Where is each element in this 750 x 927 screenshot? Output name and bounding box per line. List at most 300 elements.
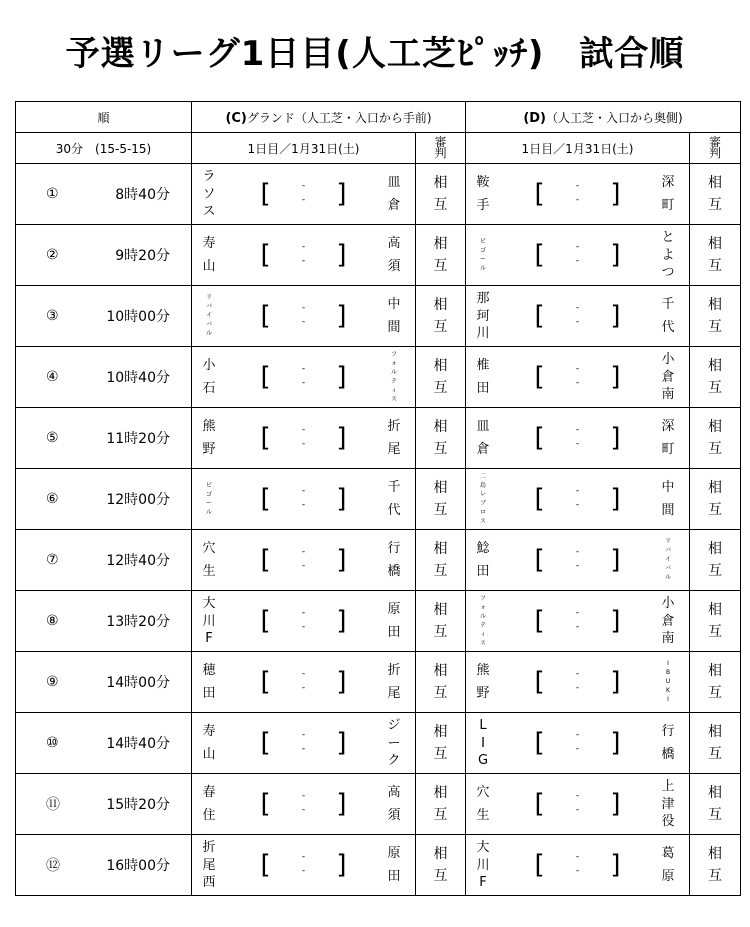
- referee-c: [416, 530, 466, 591]
- referee-c: [416, 347, 466, 408]
- team-char: 中: [387, 297, 401, 312]
- score-entry[interactable]: [261, 360, 347, 394]
- score-dash: -: [301, 242, 306, 252]
- team-char: ィ: [390, 386, 397, 394]
- score-dash: -: [575, 486, 580, 496]
- referee-char: 互: [433, 868, 448, 884]
- score-bracket-open: [: [260, 301, 271, 331]
- match-c: [192, 774, 416, 835]
- score-dash: -: [575, 303, 580, 313]
- team-char: ー: [387, 735, 401, 751]
- team-char: I: [481, 735, 485, 751]
- team-char: バ: [205, 303, 212, 310]
- score-entry[interactable]: [535, 238, 621, 272]
- score-bracket-close: ]: [610, 423, 621, 453]
- score-dash: -: [575, 195, 580, 205]
- team-char: ル: [205, 330, 212, 337]
- score-entry[interactable]: [261, 299, 347, 333]
- score-bracket-close: ]: [610, 667, 621, 697]
- match-number: ⑩: [46, 735, 59, 751]
- team-char: 葛: [661, 846, 675, 861]
- team-name-right: [659, 654, 677, 710]
- referee-char: 互: [708, 319, 722, 335]
- team-char: ゴ: [205, 490, 212, 498]
- score-bracket-close: ]: [610, 179, 621, 209]
- referee-char: 互: [433, 197, 448, 213]
- team-char: 尾: [202, 857, 216, 873]
- match-time: 13時20分: [106, 614, 170, 630]
- referee-d: [690, 347, 741, 408]
- referee-char: 相: [708, 358, 722, 374]
- match-d: [466, 530, 690, 591]
- team-name-right: [385, 837, 403, 893]
- team-char: K: [666, 687, 670, 694]
- referee-d: [690, 713, 741, 774]
- score-dash: -: [575, 730, 580, 740]
- team-char: よ: [661, 247, 675, 263]
- team-char: 穴: [476, 785, 490, 800]
- score-dash: -: [575, 561, 580, 571]
- score-bracket-close: ]: [610, 301, 621, 331]
- referee-d: [690, 225, 741, 286]
- match-order-cell: [16, 469, 192, 530]
- referee-d: [690, 286, 741, 347]
- score-bracket-close: ]: [610, 850, 621, 880]
- score-dash: -: [301, 425, 306, 435]
- score-bracket-open: [: [260, 179, 271, 209]
- team-char: ー: [479, 255, 486, 263]
- team-char: 野: [476, 686, 490, 701]
- score-entry[interactable]: [535, 604, 621, 638]
- match-time: 16時00分: [106, 858, 170, 874]
- match-order-cell: [16, 713, 192, 774]
- score-entry[interactable]: [261, 238, 347, 272]
- team-name-right: [659, 776, 677, 832]
- score-bracket-close: ]: [336, 545, 347, 575]
- ground-c-name: グランド（人工芝・入口から手前): [246, 110, 432, 125]
- team-char: 尾: [387, 442, 401, 457]
- team-char: 高: [387, 785, 401, 800]
- team-char: 春: [202, 785, 216, 800]
- score-bracket-close: ]: [336, 667, 347, 697]
- team-char: 南: [661, 386, 675, 402]
- score-entry[interactable]: [535, 421, 621, 455]
- score-dash: -: [301, 486, 306, 496]
- team-char: 島: [479, 481, 486, 489]
- date-d: 1日目／1月31日(土): [466, 133, 690, 164]
- score-bracket-close: ]: [610, 240, 621, 270]
- score-bracket-open: [: [260, 667, 271, 697]
- score-bracket-close: ]: [610, 545, 621, 575]
- team-char: 皿: [476, 419, 490, 434]
- team-char: 寿: [202, 236, 216, 251]
- team-name-left: [474, 410, 492, 466]
- score-entry[interactable]: [261, 177, 347, 211]
- team-char: 田: [387, 869, 401, 884]
- team-char: 南: [661, 630, 675, 646]
- team-char: ジ: [387, 718, 401, 734]
- match-order-cell: [16, 652, 192, 713]
- match-row: [16, 774, 741, 835]
- match-number: ⑫: [46, 858, 60, 874]
- score-dash: -: [301, 744, 306, 754]
- score-bracket-open: [: [534, 423, 545, 453]
- match-d: [466, 347, 690, 408]
- score-dash: -: [575, 866, 580, 876]
- referee-char: 互: [708, 563, 722, 579]
- team-char: 大: [476, 840, 490, 856]
- score-entry[interactable]: [261, 482, 347, 516]
- team-char: 間: [661, 503, 675, 518]
- score-bracket-close: ]: [336, 850, 347, 880]
- order-label: 順: [16, 102, 192, 133]
- referee-char: 相: [708, 724, 722, 740]
- team-char: 野: [202, 442, 216, 457]
- team-char: B: [665, 669, 671, 676]
- team-name-right: [385, 776, 403, 832]
- score-bracket-open: [: [534, 850, 545, 880]
- score-dash: -: [575, 683, 580, 693]
- score-bracket-open: [: [260, 545, 271, 575]
- score-dash: -: [575, 364, 580, 374]
- referee-char: 相: [708, 846, 722, 862]
- match-row: [16, 591, 741, 652]
- score-bracket-open: [: [534, 240, 545, 270]
- team-char: 折: [387, 419, 401, 434]
- team-char: 皿: [387, 175, 401, 190]
- match-number: ⑨: [46, 674, 59, 690]
- match-number: ③: [46, 308, 59, 324]
- score-bracket-open: [: [260, 240, 271, 270]
- score-dash: -: [301, 439, 306, 449]
- team-name-left: [200, 776, 218, 832]
- score-entry[interactable]: [535, 177, 621, 211]
- score-entry[interactable]: [261, 787, 347, 821]
- match-d: [466, 591, 690, 652]
- score-entry[interactable]: [535, 299, 621, 333]
- score-dash: -: [575, 852, 580, 862]
- referee-d: [690, 469, 741, 530]
- team-char: 上: [661, 779, 675, 795]
- referee-c: [416, 225, 466, 286]
- team-char: 田: [387, 625, 401, 640]
- team-char: ゴ: [479, 246, 486, 254]
- match-row: [16, 652, 741, 713]
- match-number: ⑦: [46, 552, 59, 568]
- score-bracket-close: ]: [610, 728, 621, 758]
- header-row-dates: [16, 133, 741, 164]
- team-name-right: [385, 654, 403, 710]
- score-dash: -: [301, 805, 306, 815]
- referee-header-c-2: 判: [434, 146, 447, 160]
- match-c: [192, 408, 416, 469]
- score-bracket-close: ]: [336, 728, 347, 758]
- score-bracket-open: [: [260, 728, 271, 758]
- score-dash: -: [301, 317, 306, 327]
- referee-char: 相: [433, 785, 448, 801]
- referee-d: [690, 408, 741, 469]
- match-time: 10時40分: [106, 370, 170, 386]
- match-c: [192, 530, 416, 591]
- team-char: 須: [387, 808, 401, 823]
- team-char: 穂: [202, 663, 216, 678]
- team-name-left: [200, 654, 218, 710]
- match-order-cell: [16, 286, 192, 347]
- team-char: 川: [476, 325, 490, 341]
- team-name-left: [200, 227, 218, 283]
- match-number: ④: [46, 369, 59, 385]
- score-dash: -: [575, 608, 580, 618]
- match-number: ①: [46, 186, 59, 202]
- match-d: [466, 835, 690, 896]
- team-char: ス: [479, 517, 486, 525]
- score-bracket-close: ]: [610, 789, 621, 819]
- score-dash: -: [575, 622, 580, 632]
- referee-c: [416, 591, 466, 652]
- ground-d-name: （人工芝・入口から奥側): [546, 110, 683, 125]
- referee-d: [690, 835, 741, 896]
- match-number: ⑪: [46, 797, 60, 813]
- schedule-table: [15, 101, 741, 896]
- match-d: [466, 774, 690, 835]
- score-dash: -: [301, 669, 306, 679]
- team-name-right: [385, 471, 403, 527]
- referee-char: 相: [433, 602, 448, 618]
- match-d: [466, 408, 690, 469]
- match-d: [466, 164, 690, 225]
- referee-d: [690, 164, 741, 225]
- score-entry[interactable]: [535, 360, 621, 394]
- score-dash: -: [301, 547, 306, 557]
- score-bracket-open: [: [534, 789, 545, 819]
- score-dash: -: [301, 378, 306, 388]
- score-entry[interactable]: [535, 787, 621, 821]
- match-d: [466, 713, 690, 774]
- team-char: 原: [661, 869, 675, 884]
- referee-char: 互: [433, 258, 448, 274]
- team-char: 鯰: [476, 541, 490, 556]
- match-d: [466, 652, 690, 713]
- team-char: ロ: [479, 508, 486, 516]
- team-char: 行: [387, 541, 401, 556]
- score-dash: -: [301, 683, 306, 693]
- score-dash: -: [301, 866, 306, 876]
- score-entry[interactable]: [535, 848, 621, 882]
- team-char: ル: [479, 612, 486, 620]
- score-entry[interactable]: [261, 665, 347, 699]
- referee-char: 相: [708, 236, 722, 252]
- score-bracket-close: ]: [336, 423, 347, 453]
- score-bracket-open: [: [260, 606, 271, 636]
- match-time: 14時40分: [106, 736, 170, 752]
- score-entry[interactable]: [535, 726, 621, 760]
- team-name-left: [474, 837, 492, 893]
- team-name-left: [200, 288, 218, 344]
- match-time: 12時40分: [106, 553, 170, 569]
- match-c: [192, 469, 416, 530]
- team-char: 大: [202, 596, 216, 612]
- team-char: I: [667, 696, 669, 703]
- score-dash: -: [301, 622, 306, 632]
- team-char: 鞍: [476, 175, 490, 190]
- score-entry[interactable]: [261, 604, 347, 638]
- team-char: 山: [202, 259, 216, 274]
- team-char: 山: [202, 747, 216, 762]
- match-time: 15時20分: [106, 797, 170, 813]
- score-bracket-close: ]: [336, 789, 347, 819]
- referee-char: 互: [708, 197, 722, 213]
- team-name-right: [659, 715, 677, 771]
- match-number: ⑧: [46, 613, 59, 629]
- referee-char: 相: [433, 236, 448, 252]
- team-char: 田: [476, 564, 490, 579]
- team-name-right: [659, 227, 677, 283]
- referee-char: 相: [433, 358, 448, 374]
- score-dash: -: [575, 242, 580, 252]
- score-bracket-open: [: [260, 484, 271, 514]
- score-entry[interactable]: [261, 726, 347, 760]
- team-char: リ: [205, 294, 212, 301]
- team-char: バ: [664, 547, 671, 554]
- team-name-right: [659, 349, 677, 405]
- match-time: 11時20分: [106, 431, 170, 447]
- score-dash: -: [575, 317, 580, 327]
- score-bracket-open: [: [534, 606, 545, 636]
- team-char: ビ: [205, 481, 212, 489]
- header-row-grounds: [16, 102, 741, 133]
- score-bracket-open: [: [534, 545, 545, 575]
- team-name-left: [200, 593, 218, 649]
- score-dash: -: [301, 791, 306, 801]
- referee-c: [416, 713, 466, 774]
- team-char: 尾: [387, 686, 401, 701]
- referee-header-c-1: 審: [434, 135, 447, 149]
- score-bracket-close: ]: [336, 301, 347, 331]
- team-char: U: [665, 678, 671, 685]
- match-row: [16, 164, 741, 225]
- team-char: 倉: [661, 613, 675, 629]
- referee-char: 互: [708, 685, 722, 701]
- match-d: [466, 469, 690, 530]
- score-entry[interactable]: [261, 421, 347, 455]
- referee-char: 相: [708, 480, 722, 496]
- team-char: 珂: [476, 308, 490, 324]
- match-row: [16, 408, 741, 469]
- team-name-left: [474, 288, 492, 344]
- team-char: 橋: [387, 564, 401, 579]
- referee-char: 互: [708, 746, 722, 762]
- referee-char: 互: [708, 807, 722, 823]
- team-name-right: [659, 837, 677, 893]
- team-char: バ: [205, 321, 212, 328]
- match-time: 12時00分: [106, 492, 170, 508]
- match-number: ②: [46, 247, 59, 263]
- team-name-left: [200, 410, 218, 466]
- team-name-right: [385, 227, 403, 283]
- team-char: 代: [661, 320, 675, 335]
- score-bracket-close: ]: [336, 362, 347, 392]
- score-entry[interactable]: [535, 482, 621, 516]
- team-char: ー: [205, 499, 212, 507]
- score-dash: -: [301, 561, 306, 571]
- match-order-cell: [16, 408, 192, 469]
- team-char: ク: [387, 752, 401, 768]
- team-char: 生: [202, 564, 216, 579]
- team-name-left: [474, 715, 492, 771]
- match-number: ⑤: [46, 430, 59, 446]
- referee-char: 相: [433, 724, 448, 740]
- score-dash: -: [575, 256, 580, 266]
- referee-char: 互: [433, 746, 448, 762]
- score-bracket-open: [: [534, 362, 545, 392]
- match-time: 8時40分: [115, 187, 170, 203]
- team-char: テ: [479, 621, 486, 629]
- team-char: 中: [661, 480, 675, 495]
- ground-c-prefix: (C): [225, 110, 247, 126]
- team-name-right: [659, 288, 677, 344]
- score-entry[interactable]: [261, 848, 347, 882]
- referee-char: 相: [708, 785, 722, 801]
- score-entry[interactable]: [261, 543, 347, 577]
- referee-char: 互: [433, 563, 448, 579]
- match-c: [192, 835, 416, 896]
- score-bracket-close: ]: [336, 606, 347, 636]
- referee-c: [416, 286, 466, 347]
- team-char: つ: [661, 264, 675, 280]
- score-bracket-close: ]: [610, 606, 621, 636]
- referee-char: 相: [433, 480, 448, 496]
- referee-char: 相: [708, 297, 722, 313]
- match-order-cell: [16, 591, 192, 652]
- team-char: イ: [205, 312, 212, 319]
- referee-char: 相: [708, 663, 722, 679]
- score-dash: -: [575, 181, 580, 191]
- referee-char: 互: [433, 380, 448, 396]
- referee-char: 相: [433, 419, 448, 435]
- team-char: ソ: [202, 186, 216, 202]
- team-char: イ: [664, 556, 671, 563]
- score-dash: -: [575, 500, 580, 510]
- team-name-right: [385, 410, 403, 466]
- team-char: ス: [202, 203, 216, 219]
- team-name-right: [385, 715, 403, 771]
- score-bracket-open: [: [260, 362, 271, 392]
- match-order-cell: [16, 347, 192, 408]
- team-char: 倉: [387, 198, 401, 213]
- team-name-left: [200, 532, 218, 588]
- team-char: ブ: [479, 499, 486, 507]
- team-name-right: [385, 288, 403, 344]
- referee-d: [690, 774, 741, 835]
- score-entry[interactable]: [535, 665, 621, 699]
- score-dash: -: [575, 547, 580, 557]
- team-char: ル: [390, 368, 397, 376]
- team-char: 熊: [476, 663, 490, 678]
- team-char: 津: [661, 796, 675, 812]
- team-char: 役: [661, 813, 675, 829]
- score-entry[interactable]: [535, 543, 621, 577]
- team-name-right: [659, 471, 677, 527]
- score-bracket-open: [: [534, 667, 545, 697]
- match-c: [192, 713, 416, 774]
- score-dash: -: [575, 669, 580, 679]
- team-char: 折: [387, 663, 401, 678]
- team-char: 西: [202, 874, 216, 890]
- referee-char: 相: [708, 419, 722, 435]
- team-char: ル: [479, 264, 486, 272]
- score-dash: -: [575, 425, 580, 435]
- ground-d-prefix: (D): [523, 110, 546, 126]
